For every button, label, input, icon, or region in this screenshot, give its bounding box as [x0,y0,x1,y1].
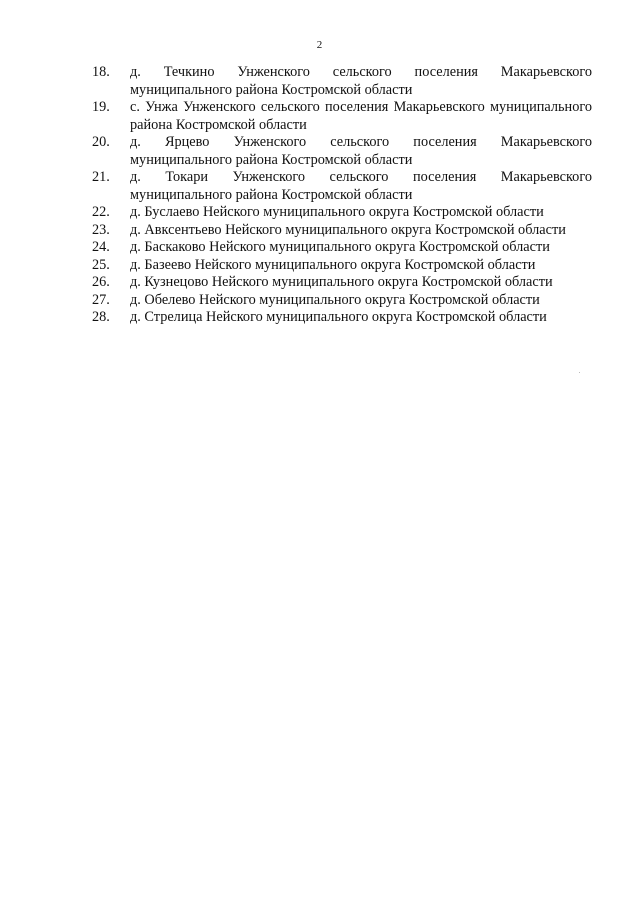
item-number: 24. [92,239,110,255]
settlement-list [92,64,592,327]
item-text: д. Баскаково Нейского муниципального округа Костромской области [130,239,550,255]
item-text: д. Стрелица Нейского муниципального округа Костромской области [130,309,547,325]
item-number: 27. [92,291,110,308]
item-number: 20. [92,134,110,150]
list-item [92,292,592,310]
list-item [92,257,592,275]
list-item [92,274,592,292]
page-number: 2 [316,39,323,51]
list-item [92,309,592,327]
item-text: д. Токари Унженского сельского поселения Макарьевского муниципального района Костромской области [130,169,592,203]
item-text: д. Кузнецово Нейского муниципального округа Костромской области [130,274,553,290]
item-number: 19. [92,99,110,115]
item-number: 18. [92,64,110,80]
list-item [92,204,592,222]
item-text: д. Ярцево Унженского сельского поселения Макарьевского муниципального района Костромской области [130,134,592,168]
list-item [92,64,592,99]
list-item [92,134,592,169]
item-number: 23. [92,221,110,238]
item-number: 21. [92,169,110,185]
item-text: д. Течкино Унженского сельского поселения Макарьевского муниципального района Костромской области [130,64,592,98]
item-number: 25. [92,256,110,273]
list-item [92,239,592,257]
list-item [92,169,592,204]
list-item [92,222,592,240]
item-text: д. Базеево Нейского муниципального округа Костромской области [130,256,536,273]
item-number: 28. [92,309,110,325]
item-number: 26. [92,274,110,290]
scan-speck [579,372,580,373]
item-text: д. Буслаево Нейского муниципального округа Костромской области [130,204,544,220]
item-number: 22. [92,204,110,220]
item-text: д. Авксентьево Нейского муниципального округа Костромской области [130,221,566,238]
item-text: д. Обелево Нейского муниципального округа Костромской области [130,291,540,308]
item-text: с. Унжа Унженского сельского поселения Макарьевского муниципального района Костромской области [130,99,592,133]
list-item [92,99,592,134]
